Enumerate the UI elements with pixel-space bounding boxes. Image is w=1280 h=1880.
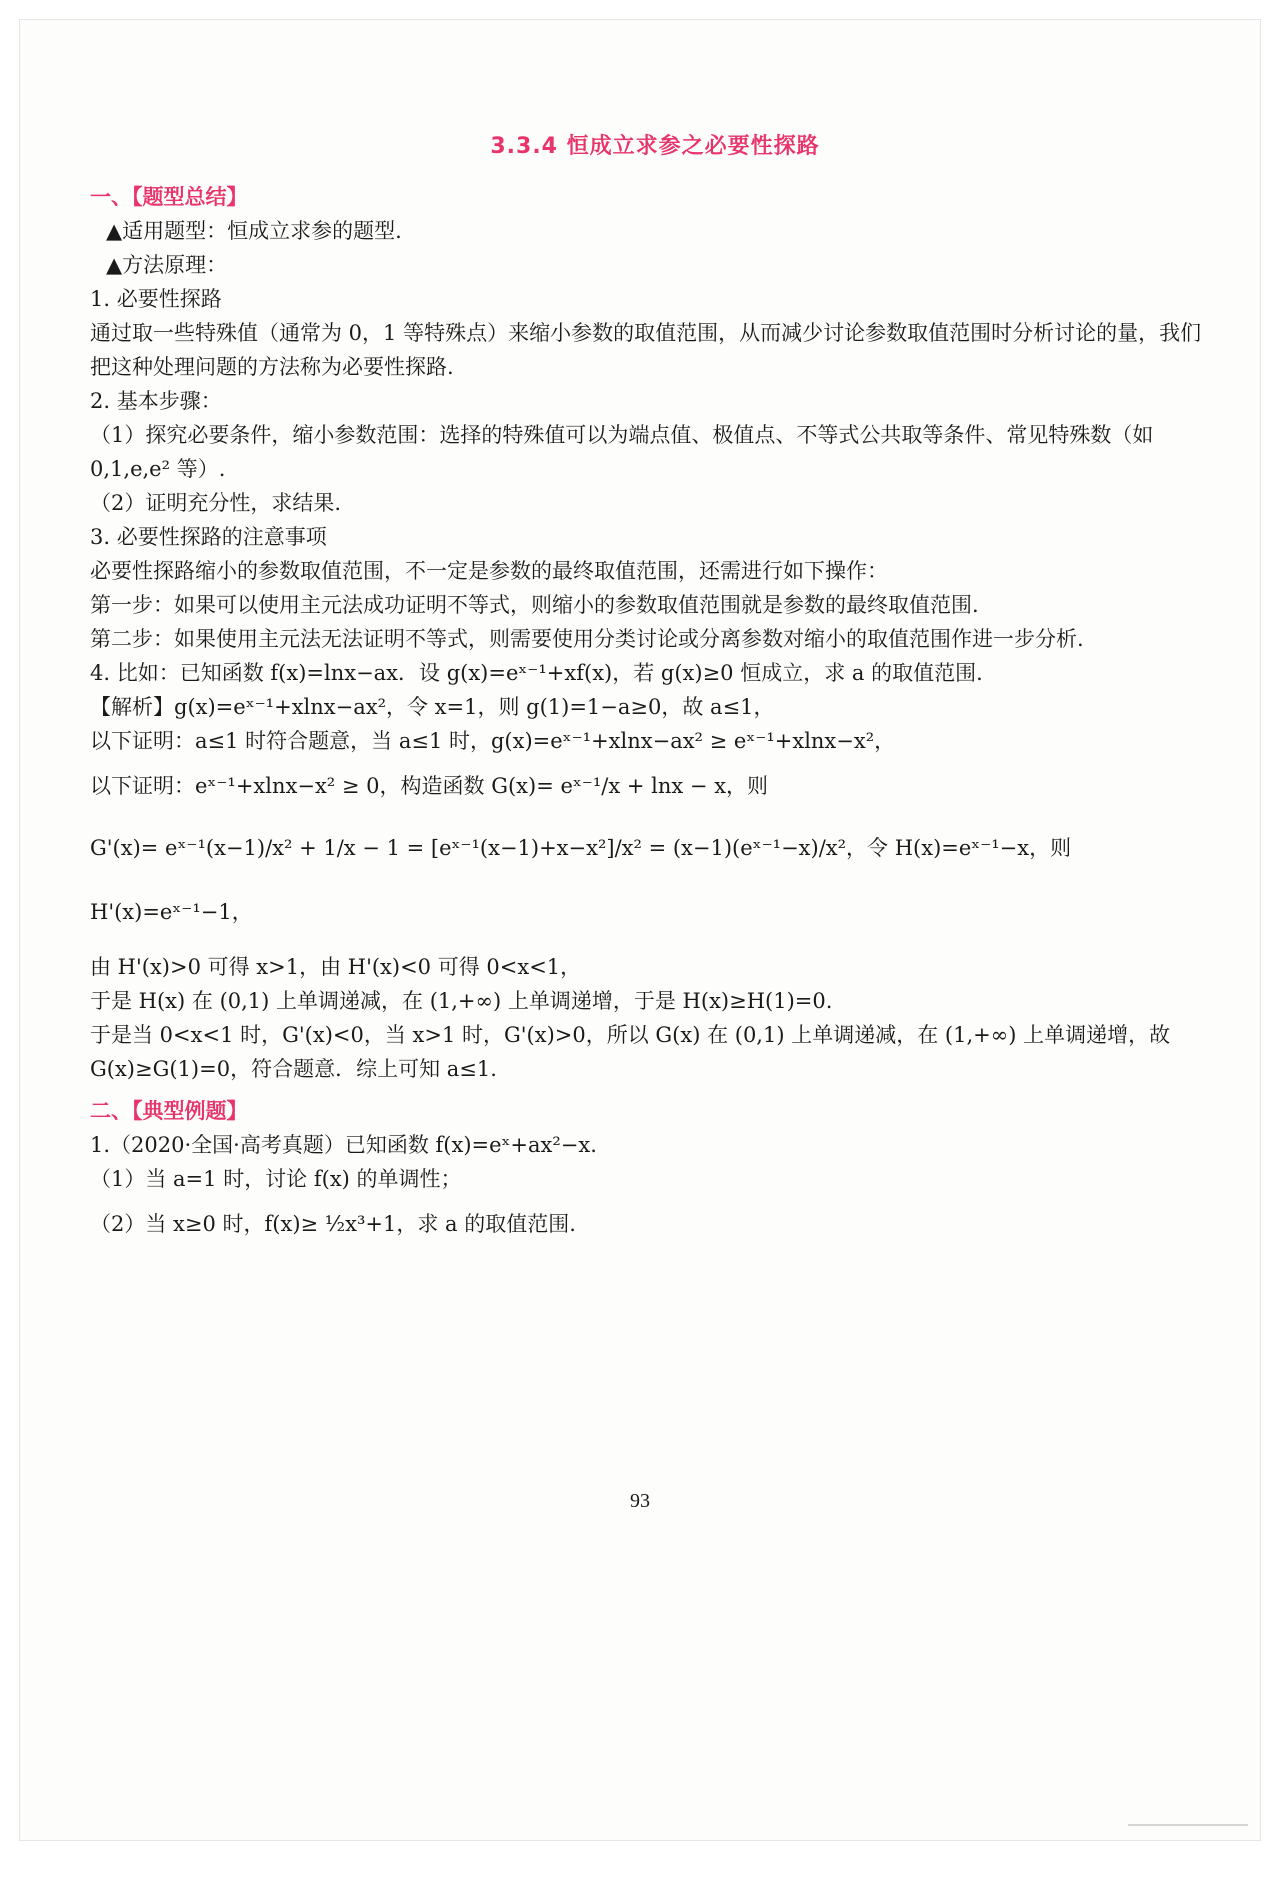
page-content [90, 130, 1220, 1252]
solution-line: 【解析】g(x)=eˣ⁻¹+xlnx−ax²，令 x=1，则 g(1)=1−a≥0，故 a≤1， [90, 695, 775, 719]
text-line: ▲方法原理： [106, 253, 228, 277]
page-title: 3.3.4 恒成立求参之必要性探路 [490, 134, 820, 159]
example-statement: 4. 比如：已知函数 f(x)=lnx−ax．设 g(x)=eˣ⁻¹+xf(x)，若 g(x)≥0 恒成立，求 a 的取值范围. [90, 661, 983, 685]
solution-line: 于是 H(x) 在 (0,1) 上单调递减，在 (1,+∞) 上单调递增，于是 H(x)≥H(1)=0. [90, 989, 833, 1013]
text-line: （2）证明充分性，求结果. [90, 491, 342, 515]
example-subquestion: （1）当 a=1 时，讨论 f(x) 的单调性； [90, 1167, 462, 1191]
section-heading-summary: 一、【题型总结】 [90, 185, 248, 209]
scan-edge-mark [1128, 1814, 1248, 1826]
example-problem: 1.（2020·全国·高考真题）已知函数 f(x)=eˣ+ax²−x. [90, 1133, 597, 1157]
paragraph: 第一步：如果可以使用主元法成功证明不等式，则缩小的参数取值范围就是参数的最终取值范围. [90, 593, 979, 617]
subheading: 3. 必要性探路的注意事项 [90, 525, 327, 549]
paragraph: 必要性探路缩小的参数取值范围，不一定是参数的最终取值范围，还需进行如下操作： [90, 559, 888, 583]
derivative-equation: G'(x)= eˣ⁻¹(x−1)/x² + 1/x − 1 = [eˣ⁻¹(x−1)+x−x²]/x² = (x−1)(eˣ⁻¹−x)/x²，令 H(x)=eˣ⁻¹−x，则 H'(x)=eˣ⁻¹−1， [90, 836, 1072, 924]
text-line: ▲适用题型：恒成立求参的题型. [106, 219, 402, 243]
solution-line: 由 H'(x)>0 可得 x>1，由 H'(x)<0 可得 0<x<1， [90, 955, 582, 979]
subheading: 1. 必要性探路 [90, 287, 222, 311]
paragraph: 通过取一些特殊值（通常为 0，1 等特殊点）来缩小参数的取值范围，从而减少讨论参数取值范围时分析讨论的量，我们把这种处理问题的方法称为必要性探路. [90, 321, 1202, 379]
conclusion-paragraph: 于是当 0<x<1 时，G'(x)<0，当 x>1 时，G'(x)>0，所以 G(x) 在 (0,1) 上单调递减，在 (1,+∞) 上单调递增，故 G(x)≥G(1)=0，符合题意．综上可知 a≤1. [90, 1023, 1171, 1081]
paragraph: （1）探究必要条件，缩小参数范围：选择的特殊值可以为端点值、极值点、不等式公共取等条件、常见特殊数（如 0,1,e,e² 等）. [90, 423, 1154, 481]
solution-line: 以下证明：eˣ⁻¹+xlnx−x² ≥ 0，构造函数 G(x)= eˣ⁻¹/x + lnx − x，则 [90, 774, 769, 798]
solution-line: 以下证明：a≤1 时符合题意，当 a≤1 时，g(x)=eˣ⁻¹+xlnx−ax² ≥ eˣ⁻¹+xlnx−x²， [90, 729, 896, 753]
section-heading-examples: 二、【典型例题】 [90, 1099, 248, 1123]
paragraph: 第二步：如果使用主元法无法证明不等式，则需要使用分类讨论或分离参数对缩小的取值范围作进一步分析. [90, 627, 1084, 651]
subheading: 2. 基本步骤： [90, 389, 222, 413]
page-number: 93 [630, 1490, 650, 1512]
document-page [20, 20, 1260, 1840]
example-subquestion: （2）当 x≥0 时，f(x)≥ ½x³+1，求 a 的取值范围. [90, 1212, 576, 1236]
